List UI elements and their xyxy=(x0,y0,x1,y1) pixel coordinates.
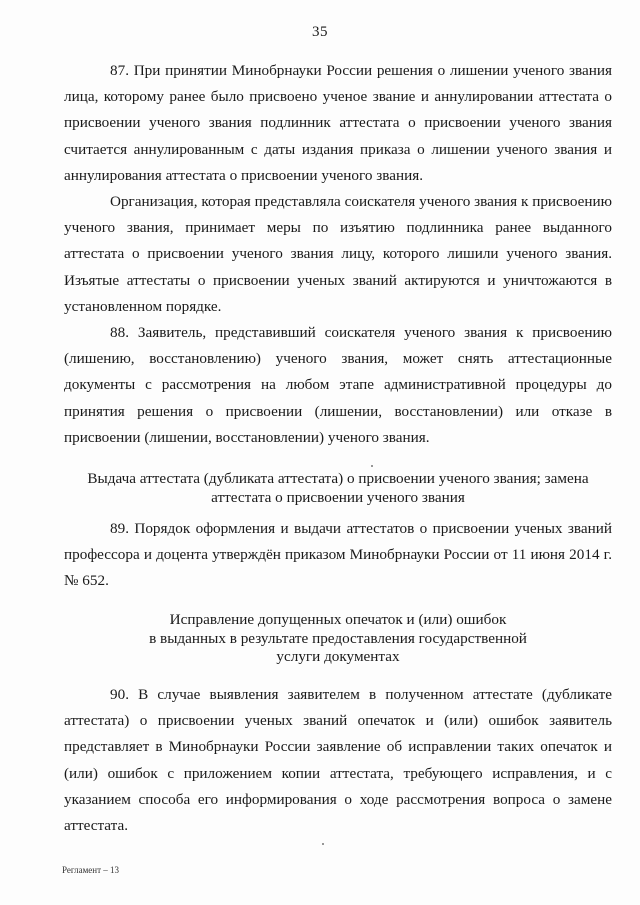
paragraph-88: 88. Заявитель, представивший соискателя ученого звания к присвоению (лишению, восстановлению) ученого звания, может снять аттестационные документы с рассмотрения на любом этапе административной процедуры до принятия решения о присвоении (лишении, восстановлении) или отказе в присвоении (лишении, восстановлении) ученого звания. xyxy=(64,324,612,446)
heading-corrections xyxy=(64,611,612,667)
page-number: 35 xyxy=(312,24,328,40)
heading-issuance-line-1: Выдача аттестата (дубликата аттестата) о присвоении ученого звания; замена xyxy=(87,470,589,487)
paragraph-87: 87. При принятии Минобрнауки России решения о лишении ученого звания лица, которому ранее было присвоено ученое звание и аннулировании аттестата о присвоении ученого звания подлинник аттестата о присвоении ученого звания считается аннулированным с даты издания приказа о лишении ученого звания и аннулирования аттестата о присвоении ученого звания. xyxy=(64,62,612,184)
section-90-block xyxy=(64,682,612,839)
heading-issuance-line-2: аттестата о присвоении ученого звания xyxy=(211,488,465,506)
scan-speck xyxy=(371,465,373,467)
heading-corrections-line-3: услуги документах xyxy=(276,648,400,665)
scan-speck xyxy=(322,843,324,845)
heading-corrections-line-1: Исправление допущенных опечаток и (или) ошибок xyxy=(169,611,507,628)
heading-certificate-issuance xyxy=(64,470,612,507)
section-87-block xyxy=(64,58,612,451)
heading-corrections-line-2: в выданных в результате предоставления государственной xyxy=(149,629,527,647)
paragraph-89: 89. Порядок оформления и выдачи аттестатов о присвоении ученых званий профессора и доцента утверждён приказом Минобрнауки России от 11 июня 2014 г. № 652. xyxy=(64,520,612,590)
section-89-block xyxy=(64,516,612,595)
paragraph-90: 90. В случае выявления заявителем в полученном аттестате (дубликате аттестата) о присвоении ученых званий опечаток и (или) ошибок заявитель представляет в Минобрнауки России заявление об исправлении таких опечаток и (или) ошибок с приложением копии аттестата, требующего исправления, и с указанием способа его информирования о ходе рассмотрения вопроса о замене аттестата. xyxy=(64,686,612,835)
paragraph-87-continued: Организация, которая представляла соискателя ученого звания к присвоению ученого звания, принимает меры по изъятию подлинника ранее выданного аттестата о присвоении ученого звания лицу, которого лишили ученого звания. Изъятые аттестаты о присвоении ученых званий актируются и уничтожаются в установленном порядке. xyxy=(64,193,612,315)
document-footer: Регламент – 13 xyxy=(62,865,120,875)
